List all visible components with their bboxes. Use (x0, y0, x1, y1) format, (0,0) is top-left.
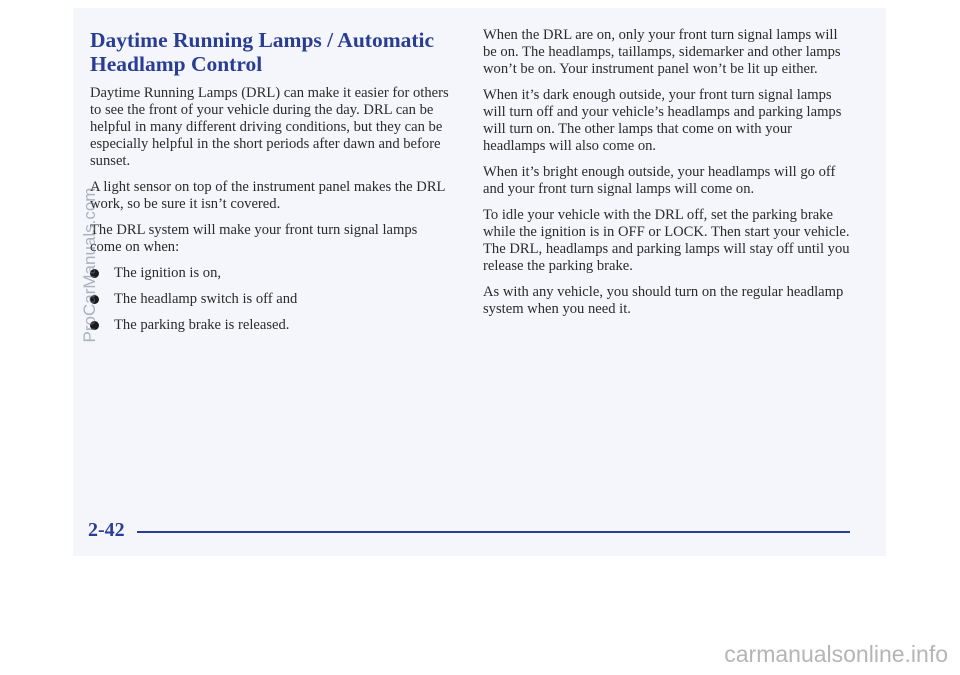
conditions-list (90, 265, 452, 334)
site-footer-link[interactable]: carmanualsonline.info (724, 641, 948, 667)
paragraph-light-sensor: A light sensor on top of the instrument panel makes the DRL work, so be sure it isn’t covered. (90, 179, 445, 212)
watermark (79, 165, 101, 365)
list-item (90, 265, 452, 282)
paragraph-dark-outside: When it’s dark enough outside, your front turn signal lamps will turn off and your vehicle’s headlamps and parking lamps will turn on. The other lamps that come on with your headlamps will also come on. (483, 87, 842, 154)
section-heading (90, 28, 450, 76)
paragraph-drl-intro: Daytime Running Lamps (DRL) can make it easier for others to see the front of your vehicle during the day. DRL can be helpful in many different driving conditions, but they can be especially helpful in the short periods after dawn and before sunset. (90, 85, 449, 169)
watermark-text: ProCarManuals.com (80, 187, 99, 343)
page-number: 2-42 (88, 519, 125, 541)
heading-line-2: Headlamp Control (90, 52, 263, 76)
paragraph-idle-drl-off: To idle your vehicle with the DRL off, set the parking brake while the ignition is in OFF or LOCK. Then start your vehicle. The DRL, headlamps and parking lamps will stay off until you release the parking brake. (483, 207, 850, 274)
paragraph-regular-headlamps: As with any vehicle, you should turn on the regular headlamp system when you need it. (483, 284, 844, 317)
list-item-text: The parking brake is released. (114, 317, 290, 333)
paragraph-drl-on: When the DRL are on, only your front turn signal lamps will be on. The headlamps, taillamps, sidemarker and other lamps won’t be on. Your instrument panel won’t be lit up either. (483, 27, 841, 77)
right-column (483, 27, 851, 327)
list-item-text: The ignition is on, (114, 265, 222, 281)
list-item-text: The headlamp switch is off and (114, 291, 298, 307)
heading-line-1: Daytime Running Lamps / Automatic (90, 28, 435, 52)
footer-rule (137, 531, 850, 533)
list-item (90, 317, 452, 334)
paragraph-drl-conditions: The DRL system will make your front turn signal lamps come on when: (90, 222, 418, 255)
list-item (90, 291, 452, 308)
left-column (90, 85, 452, 343)
paragraph-bright-outside: When it’s bright enough outside, your headlamps will go off and your front turn signal lamps will come on. (483, 164, 836, 197)
